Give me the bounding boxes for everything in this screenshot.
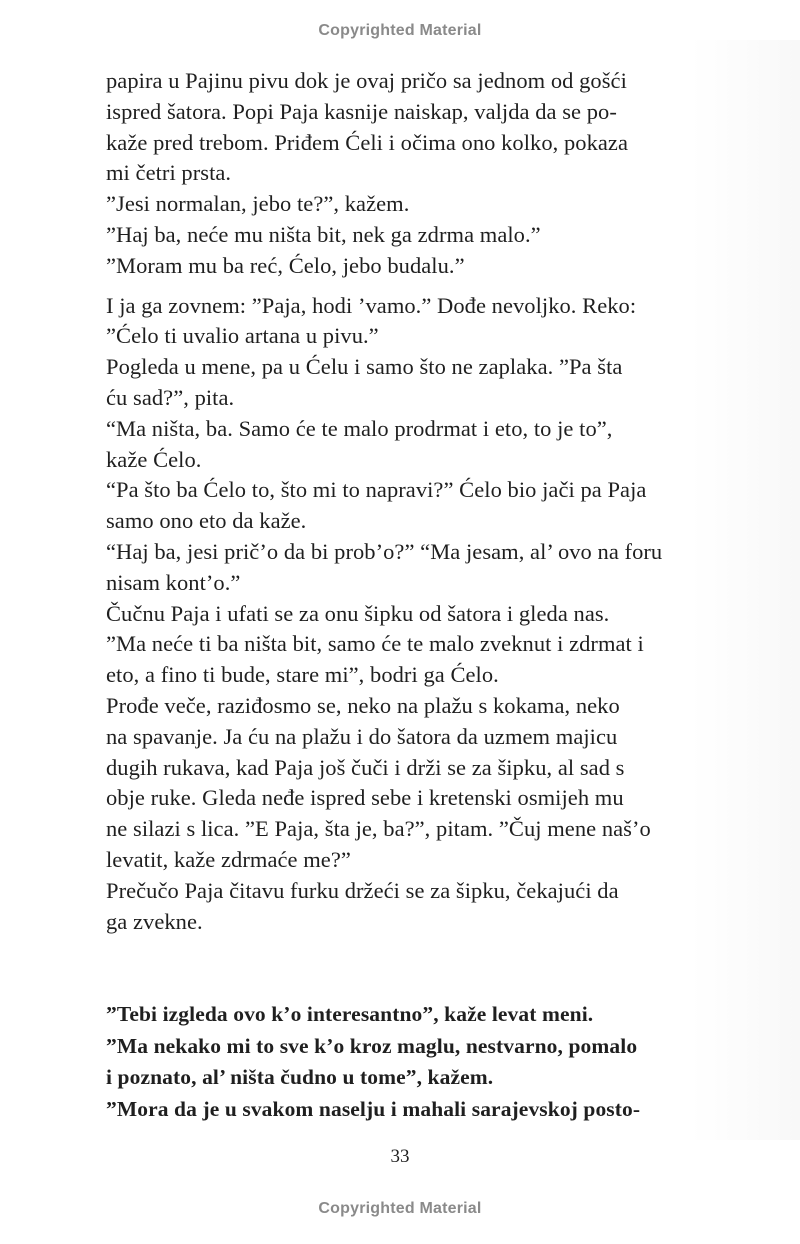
text-line: ga zvekne. [106,908,203,934]
text-line: ne silazi s lica. ”E Paja, šta je, ba?”, pitam. ”Čuj mene naš’o [106,816,651,842]
text-line: ”Jesi normalan, jebo te?”, kažem. [106,191,410,217]
text-line: i poznato, al’ ništa čudno u tome”, kažem. [106,1065,494,1090]
text-line: dugih rukava, kad Paja još čuči i drži se za šipku, al sad s [106,754,625,780]
text-line: ”Tebi izgleda ovo k’o interesantno”, kaže levat meni. [106,1002,594,1027]
copyright-watermark-bottom: Copyrighted Material [318,1200,482,1217]
paragraph-spacer [106,282,716,291]
book-page-text [106,66,716,1125]
text-line: Pogleda u mene, pa u Ćelu i samo što ne zaplaka. ”Pa šta [106,354,623,380]
text-line: Čučnu Paja i ufati se za onu šipku od šatora i gleda nas. [106,600,610,626]
text-line: ispred šatora. Popi Paja kasnije naiskap, valjda da se po- [106,98,617,124]
paragraph-3-bold [106,999,716,1125]
text-line: kaže pred trebom. Priđem Ćeli i očima ono kolko, pokaza [106,129,628,155]
text-line: ”Moram mu ba reć, Ćelo, jebo budalu.” [106,252,465,278]
text-line: eto, a fino ti bude, stare mi”, bodri ga Ćelo. [106,662,499,688]
text-line: ”Ma neće ti ba ništa bit, samo će te malo zveknut i zdrmat i [106,631,644,657]
text-line: ću sad?”, pita. [106,384,235,410]
text-line: papira u Pajinu pivu dok je ovaj pričo sa jednom od gošći [106,68,627,93]
text-line: ”Ma nekako mi to sve k’o kroz maglu, nestvarno, pomalo [106,1033,638,1058]
page-number: 33 [390,1146,410,1167]
text-line: Prečučo Paja čitavu furku držeći se za šipku, čekajući da [106,877,619,903]
text-line: kaže Ćelo. [106,446,202,472]
text-line: “Haj ba, jesi prič’o da bi prob’o?” “Ma jesam, al’ ovo na foru [106,538,663,564]
text-line: ”Haj ba, neće mu ništa bit, nek ga zdrma malo.” [106,221,541,247]
text-line: levatit, kaže zdrmaće me?” [106,846,351,872]
copyright-watermark-top: Copyrighted Material [318,22,482,39]
paragraph-1 [106,66,716,282]
text-line: ”Mora da je u svakom naselju i mahali sarajevskoj posto- [106,1096,641,1121]
text-line: nisam kont’o.” [106,569,241,595]
text-line: mi četri prsta. [106,160,232,186]
text-line: ”Ćelo ti uvalio artana u pivu.” [106,323,379,349]
text-line: I ja ga zovnem: ”Paja, hodi ’vamo.” Dođe nevoljko. Reko: [106,292,637,318]
paragraph-2 [106,291,716,938]
text-line: “Pa što ba Ćelo to, što mi to napravi?” Ćelo bio jači pa Paja [106,477,647,503]
text-line: “Ma ništa, ba. Samo će te malo prodrmat i eto, to je to”, [106,415,613,441]
section-spacer [106,937,716,999]
text-line: na spavanje. Ja ću na plažu i do šatora da uzmem majicu [106,723,618,749]
text-line: obje ruke. Gleda neđe ispred sebe i kretenski osmijeh mu [106,785,624,811]
text-line: samo ono eto da kaže. [106,508,307,534]
text-line: Prođe veče, raziđosmo se, neko na plažu s kokama, neko [106,692,620,718]
